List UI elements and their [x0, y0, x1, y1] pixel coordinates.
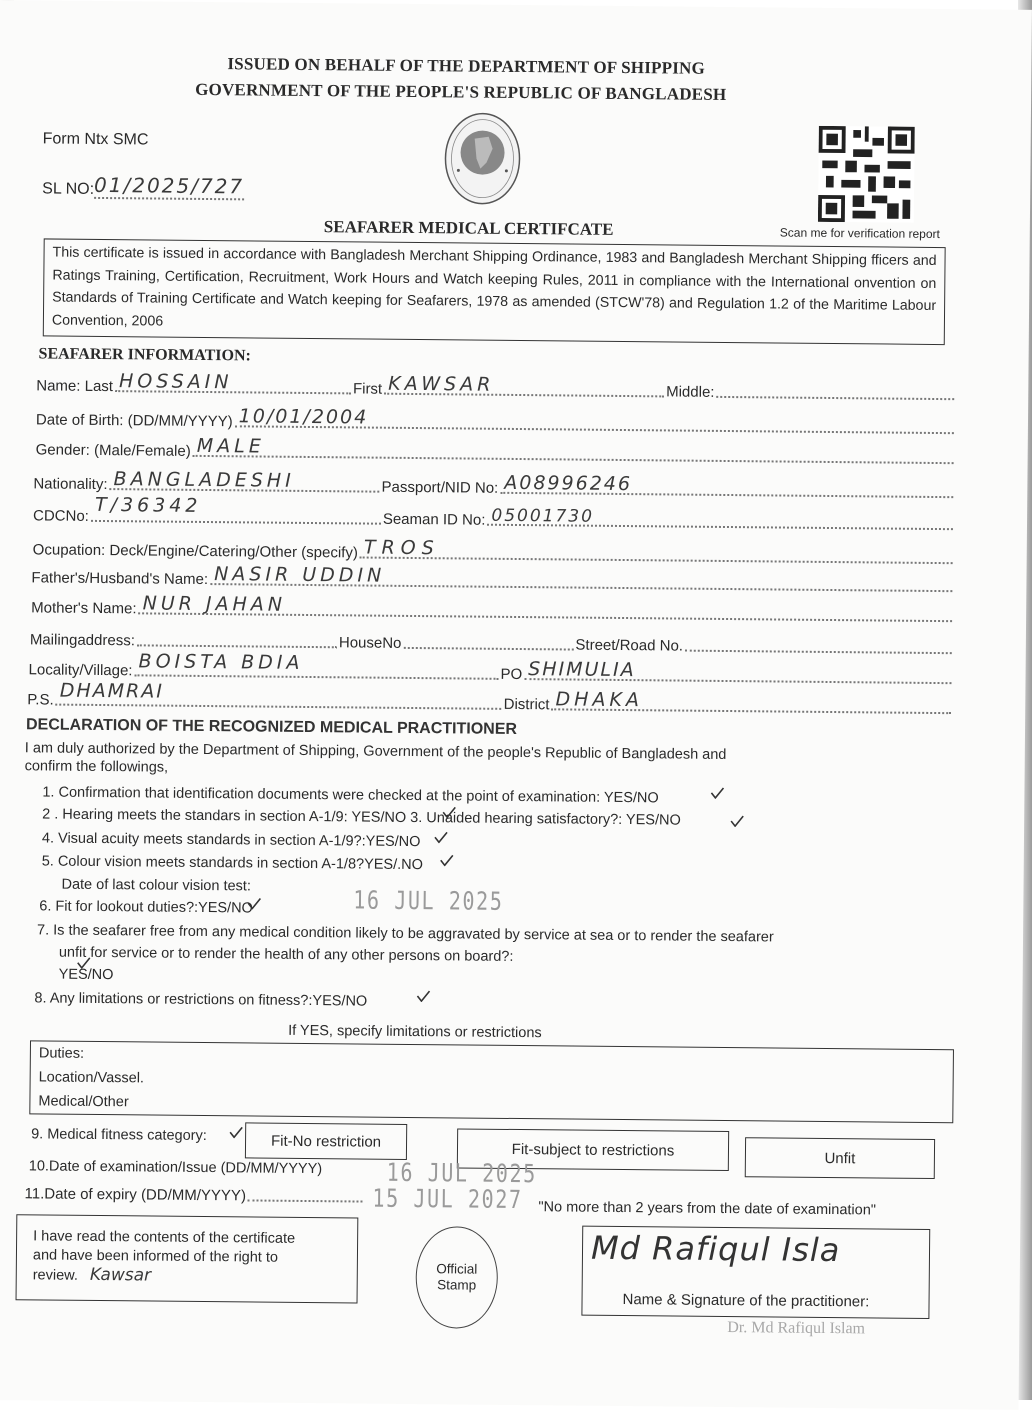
- colour-vision-date-stamp: 16 JUL 2025: [353, 885, 504, 916]
- middle-name-field[interactable]: [716, 396, 954, 400]
- nationality-field[interactable]: [110, 468, 380, 493]
- cdc-field[interactable]: [91, 493, 381, 525]
- gender-row: [36, 432, 956, 467]
- category-unfit[interactable]: [745, 1137, 935, 1179]
- government-seal-logo: [442, 110, 523, 207]
- seaman-id-field[interactable]: [487, 505, 953, 530]
- locality-value: BOISTA BDIA: [138, 650, 304, 674]
- mother-name-label: Mother's Name:: [31, 599, 137, 618]
- form-number: Form Ntx SMC: [42, 130, 149, 149]
- mailing-address-label: Mailingaddress:: [29, 631, 135, 650]
- practitioner-signature: Md Rafiqul Isla: [590, 1228, 841, 1270]
- locality-row: [28, 652, 953, 687]
- expiry-note: "No more than 2 years from the date of examination": [538, 1199, 877, 1219]
- question-9: 9. Medical fitness category:: [31, 1126, 207, 1145]
- father-name-label: Father's/Husband's Name:: [31, 569, 209, 589]
- duties-label: Duties:: [38, 1045, 85, 1062]
- question-2-3: 2 . Hearing meets the standars in section A-1/9: YES/NO 3. Unaided hearing satisfactory?: YES/NO: [42, 806, 681, 829]
- nationality-value: BANGLADESHI: [113, 468, 295, 492]
- district-label: District: [503, 695, 550, 714]
- cdc-label: CDCNo:: [32, 507, 89, 525]
- dob-value: 10/01/2004: [238, 405, 369, 429]
- checkmark-icon: [440, 854, 454, 866]
- po-value: SHIMULIA: [528, 658, 636, 682]
- father-name-field[interactable]: [210, 563, 952, 592]
- location-label: Location/Vassel.: [38, 1069, 145, 1087]
- question-5: 5. Colour vision meets standards in section A-1/8?YES/.NO: [41, 853, 424, 874]
- category-fit-no-restriction[interactable]: [245, 1122, 407, 1160]
- declaration-intro-2: confirm the followings,: [24, 758, 169, 776]
- question-8: 8. Any limitations or restrictions on fitness?:YES/NO: [34, 990, 368, 1010]
- intro-text: This certificate is issued in accordance with Bangladesh Merchant Shipping Ordinance, 1983 and Bangladesh Merchant Shipping fficers and Ratings Training, Certification, Recruitment, Work Hours and Watch keeping Rules, 2011 in compliance with the International onvention on Standards of Training Certificate and Watch keeping for Seafarers, 1978 as amended (STCW'78) and Regulation 1.2 of the Maritime Labour Convention, 2006: [51, 244, 937, 330]
- ps-value: DHAMRAI: [59, 679, 165, 703]
- occupation-label: Ocupation: Deck/Engine/Catering/Other (specify): [32, 541, 358, 562]
- category-label: Fit-No restriction: [270, 1132, 382, 1151]
- declaration-heading: DECLARATION OF THE RECOGNIZED MEDICAL PRACTITIONER: [25, 716, 518, 738]
- cdc-row: [32, 493, 955, 533]
- qr-caption: Scan me for verification report: [779, 225, 940, 242]
- gender-field[interactable]: [193, 434, 954, 464]
- checkmark-icon: [710, 787, 724, 799]
- street-field[interactable]: [685, 650, 952, 655]
- dob-label: Date of Birth: (DD/MM/YYYY): [35, 411, 233, 431]
- verification-qr-code[interactable]: [818, 126, 915, 223]
- cdc-value: T/36342: [94, 493, 202, 517]
- mother-name-value: NUR JAHAN: [142, 592, 287, 616]
- dob-field[interactable]: [235, 405, 954, 434]
- passport-value: A08996246: [504, 471, 633, 496]
- po-field[interactable]: [524, 658, 951, 684]
- street-label: Street/Road No.: [575, 636, 684, 655]
- category-label: Fit-subject to restrictions: [511, 1140, 675, 1160]
- passport-label: Passport/NID No:: [381, 478, 499, 497]
- checkmark-icon: [416, 990, 430, 1002]
- ps-label: P.S.: [27, 691, 54, 709]
- mother-row: [31, 590, 954, 625]
- father-name-value: NASIR UDDIN: [214, 563, 386, 587]
- passport-field[interactable]: [500, 471, 953, 498]
- intro-text-box: [43, 238, 946, 345]
- expiry-row: [24, 1180, 364, 1205]
- locality-label: Locality/Village:: [28, 661, 133, 680]
- question-7-answer: YES/NO: [58, 966, 114, 984]
- house-no-field[interactable]: [403, 647, 573, 651]
- nationality-label: Nationality:: [33, 475, 108, 494]
- locality-field[interactable]: [134, 650, 498, 679]
- seaman-id-value: 05001730: [491, 505, 595, 527]
- last-name-label: Name: Last: [36, 377, 114, 396]
- house-no-label: HouseNo: [338, 634, 402, 652]
- first-name-value: KAWSAR: [388, 372, 495, 396]
- acknowledgement-box: [16, 1214, 359, 1303]
- first-name-field[interactable]: [384, 372, 664, 398]
- declaration-intro-1: I am duly authorized by the Department of Shipping, Government of the people's Republic of Bangladesh and: [24, 740, 727, 764]
- sl-value: 01/2025/727: [93, 172, 245, 199]
- ps-row: [27, 679, 953, 717]
- practitioner-stamp-text: Dr. Md Rafiqul Islam: [727, 1319, 866, 1338]
- checkmark-icon: [442, 806, 456, 818]
- occupation-field[interactable]: [360, 536, 953, 564]
- category-label: Unfit: [824, 1149, 856, 1167]
- checkmark-icon: [730, 815, 744, 827]
- ack-line-3: review.: [32, 1267, 78, 1284]
- stamp-label-2: Stamp: [437, 1277, 477, 1293]
- checkmark-icon: [247, 897, 261, 909]
- question-7-line-2: unfit for service or to render the health of any other persons on board?:: [58, 944, 514, 965]
- first-name-label: First: [352, 380, 383, 398]
- medical-other-label: Medical/Other: [38, 1093, 129, 1111]
- exam-date-stamp: 16 JUL 2025: [386, 1157, 537, 1189]
- ps-field[interactable]: [56, 679, 502, 710]
- gender-label: Gender: (Male/Female): [35, 441, 191, 460]
- question-8-specify: If YES, specify limitations or restrictions: [288, 1022, 542, 1042]
- checkmark-icon: [229, 1126, 243, 1138]
- district-value: DHAKA: [555, 688, 644, 712]
- gender-value: MALE: [196, 434, 265, 458]
- mother-name-field[interactable]: [139, 592, 953, 622]
- dob-row: [36, 402, 956, 437]
- seafarer-info-heading: SEAFARER INFORMATION:: [38, 345, 251, 365]
- last-name-value: HOSSAIN: [118, 370, 233, 394]
- restrictions-box[interactable]: [29, 1040, 954, 1123]
- question-4: 4. Visual acuity meets standards in section A-1/9?:YES/NO: [41, 830, 421, 851]
- expiry-field[interactable]: [248, 1199, 363, 1202]
- expiry-date-stamp: 15 JUL 2027: [372, 1183, 523, 1215]
- mailing-address-field[interactable]: [137, 644, 337, 648]
- occupation-value: TROS: [363, 536, 440, 560]
- official-stamp: [415, 1226, 498, 1329]
- middle-name-label: Middle:: [666, 383, 715, 401]
- question-11: 11.Date of expiry (DD/MM/YYYY): [24, 1185, 247, 1205]
- stamp-label-1: Official: [436, 1261, 478, 1277]
- practitioner-label: Name & Signature of the practitioner:: [622, 1291, 870, 1311]
- sl-number: [42, 172, 244, 200]
- po-label: PO: [500, 665, 523, 684]
- sl-label: SL NO:: [42, 180, 95, 198]
- header-line-1: ISSUED ON BEHALF OF THE DEPARTMENT OF SHIPPING: [227, 54, 706, 78]
- certificate-title: SEAFARER MEDICAL CERTIFCATE: [323, 217, 614, 239]
- question-5-date-label: Date of last colour vision test:: [61, 876, 251, 895]
- checkmark-icon: [434, 831, 448, 843]
- ack-line-1: I have read the contents of the certificate: [33, 1228, 296, 1247]
- practitioner-signature-box: [581, 1226, 930, 1319]
- question-10: 10.Date of examination/Issue (DD/MM/YYYY): [28, 1158, 323, 1178]
- header-line-2: GOVERNMENT OF THE PEOPLE'S REPUBLIC OF BANGLADESH: [195, 79, 727, 104]
- question-6: 6. Fit for lookout duties?:YES/NO: [39, 898, 253, 917]
- question-1: 1. Confirmation that identification documents were checked at the point of examination: YES/NO: [42, 784, 659, 807]
- seafarer-signature: Kawsar: [89, 1264, 152, 1286]
- seaman-id-label: Seaman ID No:: [382, 510, 486, 529]
- district-field[interactable]: [551, 688, 951, 714]
- question-7-line-1: 7. Is the seafarer free from any medical condition likely to be aggravated by service at sea or to render the seafarer: [36, 922, 774, 946]
- name-row: [36, 368, 956, 403]
- last-name-field[interactable]: [115, 370, 351, 394]
- ack-line-2: and have been informed of the right to: [32, 1247, 279, 1266]
